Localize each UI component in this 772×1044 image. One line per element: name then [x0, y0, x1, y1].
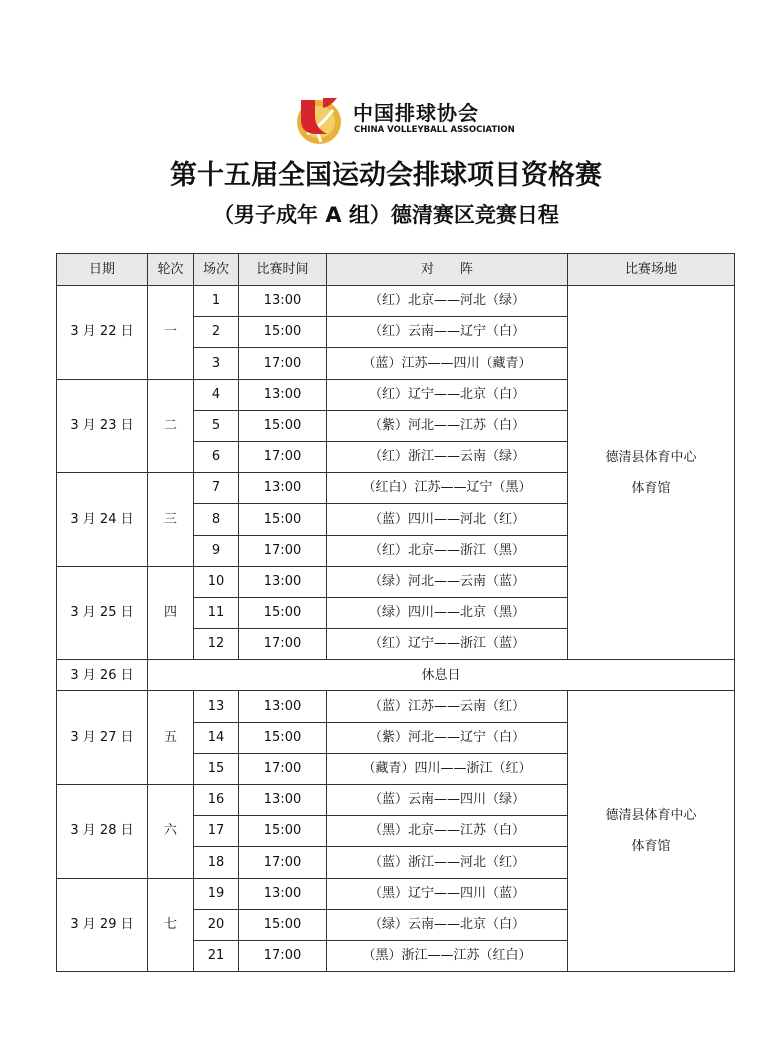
venue-name: 德清县体育中心 — [605, 808, 697, 824]
match-no-cell: 2 — [194, 317, 239, 348]
match-no-cell: 14 — [194, 722, 239, 753]
teams-cell: （红）辽宁——浙江（蓝） — [327, 629, 568, 660]
teams-cell: （紫）河北——江苏（白） — [327, 410, 568, 441]
venue-name: 德清县体育中心 — [605, 449, 697, 465]
rest-label-cell: 休息日 — [148, 660, 735, 691]
time-cell: 17:00 — [239, 753, 327, 784]
time-cell: 13:00 — [239, 286, 327, 317]
time-cell: 15:00 — [239, 410, 327, 441]
teams-cell: （藏青）四川——浙江（红） — [327, 753, 568, 784]
match-no-cell: 5 — [194, 410, 239, 441]
cva-logo — [293, 94, 515, 146]
venue-hall: 体育馆 — [631, 480, 671, 496]
venue-hall: 体育馆 — [631, 839, 671, 855]
time-cell: 13:00 — [239, 566, 327, 597]
header-date: 日期 — [57, 254, 148, 286]
date-cell: 3 月 24 日 — [57, 473, 148, 567]
rest-day-row — [57, 660, 735, 691]
teams-cell: （红）北京——河北（绿） — [327, 286, 568, 317]
round-cell: 三 — [148, 473, 194, 567]
match-no-cell: 3 — [194, 348, 239, 379]
teams-cell: （红）北京——浙江（黑） — [327, 535, 568, 566]
date-cell: 3 月 25 日 — [57, 566, 148, 660]
date-cell: 3 月 27 日 — [57, 691, 148, 785]
match-no-cell: 20 — [194, 909, 239, 940]
round-cell: 七 — [148, 878, 194, 972]
match-no-cell: 10 — [194, 566, 239, 597]
match-no-cell: 11 — [194, 597, 239, 628]
volleyball-emblem-icon — [293, 94, 345, 146]
match-no-cell: 17 — [194, 816, 239, 847]
schedule-body — [57, 286, 735, 972]
teams-cell: （红）云南——辽宁（白） — [327, 317, 568, 348]
document-subtitle: （男子成年 A 组）德清赛区竞赛日程 — [213, 203, 559, 227]
teams-cell: （绿）云南——北京（白） — [327, 909, 568, 940]
time-cell: 15:00 — [239, 722, 327, 753]
time-cell: 15:00 — [239, 909, 327, 940]
teams-cell: （黑）辽宁——四川（蓝） — [327, 878, 568, 909]
time-cell: 13:00 — [239, 878, 327, 909]
time-cell: 13:00 — [239, 785, 327, 816]
date-cell: 3 月 23 日 — [57, 379, 148, 473]
round-cell: 五 — [148, 691, 194, 785]
round-cell: 四 — [148, 566, 194, 660]
match-no-cell: 18 — [194, 847, 239, 878]
match-no-cell: 21 — [194, 940, 239, 971]
time-cell: 13:00 — [239, 379, 327, 410]
match-no-cell: 1 — [194, 286, 239, 317]
round-cell: 六 — [148, 785, 194, 879]
time-cell: 15:00 — [239, 317, 327, 348]
teams-cell: （红）浙江——云南（绿） — [327, 441, 568, 472]
header-teams: 对 阵 — [327, 254, 568, 286]
match-no-cell: 13 — [194, 691, 239, 722]
teams-cell: （红白）江苏——辽宁（黑） — [327, 473, 568, 504]
header-venue: 比赛场地 — [568, 254, 735, 286]
date-cell: 3 月 22 日 — [57, 286, 148, 380]
round-cell: 二 — [148, 379, 194, 473]
date-cell: 3 月 29 日 — [57, 878, 148, 972]
logo-chinese-name: 中国排球协会 — [353, 101, 479, 125]
time-cell: 13:00 — [239, 473, 327, 504]
teams-cell: （黑）浙江——江苏（红白） — [327, 940, 568, 971]
teams-cell: （蓝）江苏——云南（红） — [327, 691, 568, 722]
time-cell: 17:00 — [239, 847, 327, 878]
match-no-cell: 6 — [194, 441, 239, 472]
round-cell: 一 — [148, 286, 194, 380]
teams-cell: （蓝）江苏——四川（藏青） — [327, 348, 568, 379]
time-cell: 17:00 — [239, 629, 327, 660]
header-row — [57, 254, 735, 286]
match-no-cell: 19 — [194, 878, 239, 909]
venue-cell — [568, 286, 735, 660]
match-row — [57, 286, 735, 317]
header-time: 比赛时间 — [239, 254, 327, 286]
teams-cell: （蓝）云南——四川（绿） — [327, 785, 568, 816]
time-cell: 17:00 — [239, 441, 327, 472]
teams-cell: （蓝）四川——河北（红） — [327, 504, 568, 535]
match-no-cell: 8 — [194, 504, 239, 535]
teams-cell: （绿）河北——云南（蓝） — [327, 566, 568, 597]
match-no-cell: 7 — [194, 473, 239, 504]
venue-cell — [568, 691, 735, 972]
rest-date-cell: 3 月 26 日 — [57, 660, 148, 691]
time-cell: 17:00 — [239, 535, 327, 566]
header-match-no: 场次 — [194, 254, 239, 286]
teams-cell: （黑）北京——江苏（白） — [327, 816, 568, 847]
teams-cell: （紫）河北——辽宁（白） — [327, 722, 568, 753]
time-cell: 17:00 — [239, 348, 327, 379]
document-title: 第十五届全国运动会排球项目资格赛 — [170, 160, 602, 191]
logo-english-name: CHINA VOLLEYBALL ASSOCIATION — [354, 125, 515, 135]
time-cell: 13:00 — [239, 691, 327, 722]
match-row — [57, 691, 735, 722]
schedule-table — [56, 253, 735, 972]
match-no-cell: 15 — [194, 753, 239, 784]
date-cell: 3 月 28 日 — [57, 785, 148, 879]
match-no-cell: 12 — [194, 629, 239, 660]
match-no-cell: 4 — [194, 379, 239, 410]
time-cell: 17:00 — [239, 940, 327, 971]
time-cell: 15:00 — [239, 597, 327, 628]
teams-cell: （绿）四川——北京（黑） — [327, 597, 568, 628]
match-no-cell: 9 — [194, 535, 239, 566]
time-cell: 15:00 — [239, 816, 327, 847]
teams-cell: （红）辽宁——北京（白） — [327, 379, 568, 410]
teams-cell: （蓝）浙江——河北（红） — [327, 847, 568, 878]
header-round: 轮次 — [148, 254, 194, 286]
time-cell: 15:00 — [239, 504, 327, 535]
match-no-cell: 16 — [194, 785, 239, 816]
